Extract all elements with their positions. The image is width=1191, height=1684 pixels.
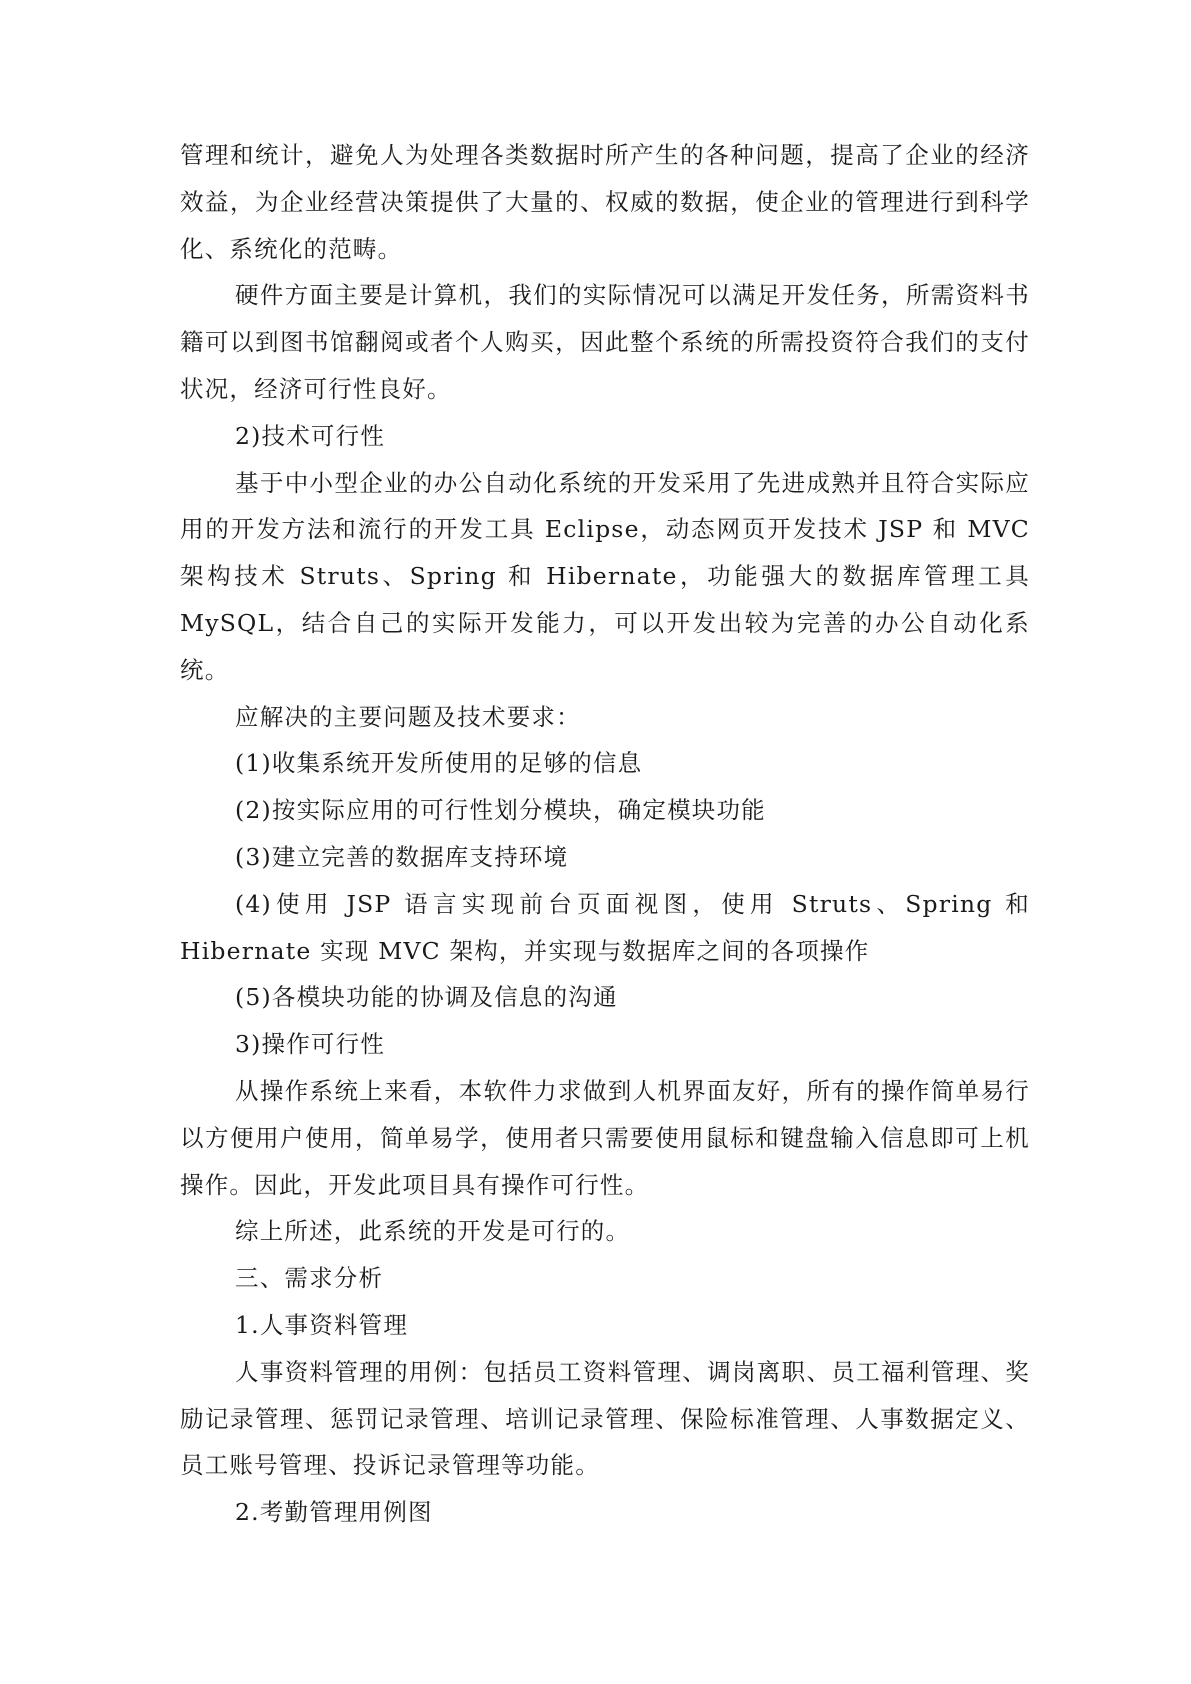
document-body [180, 132, 1030, 1536]
paragraph-hardware: 硬件方面主要是计算机，我们的实际情况可以满足开发任务，所需资料书籍可以到图书馆翻阅或者个人购买，因此整个系统的所需投资符合我们的支付状况，经济可行性良好。 [180, 281, 1030, 403]
paragraph-hr-use-case: 人事资料管理的用例：包括员工资料管理、调岗离职、员工福利管理、奖励记录管理、惩罚记录管理、培训记录管理、保险标准管理、人事数据定义、员工账号管理、投诉记录管理等功能。 [180, 1357, 1030, 1480]
list-item-5: (5)各模块功能的协调及信息的沟通 [235, 983, 618, 1012]
list-item-4: (4)使用 JSP 语言实现前台页面视图，使用 Struts、Spring 和 Hibernate 实现 MVC 架构，并实现与数据库之间的各项操作 [180, 889, 1030, 965]
heading-attendance: 2.考勤管理用例图 [235, 1498, 433, 1527]
paragraph-operational: 从操作系统上来看，本软件力求做到人机界面友好，所有的操作简单易行以方便用户使用，简单易学，使用者只需要使用鼠标和键盘输入信息即可上机操作。因此，开发此项目具有操作可行性。 [180, 1076, 1030, 1199]
paragraph-summary: 综上所述，此系统的开发是可行的。 [235, 1217, 631, 1246]
paragraph-technical: 基于中小型企业的办公自动化系统的开发采用了先进成熟并且符合实际应用的开发方法和流行的开发工具 Eclipse，动态网页开发技术 JSP 和 MVC 架构技术 Struts、Spring 和 Hibernate，功能强大的数据库管理工具 MySQL，结合自己的实际开发能力，可以开发出较为完善的办公自动化系统。 [180, 468, 1030, 684]
heading-hr-data: 1.人事资料管理 [235, 1310, 409, 1339]
list-item-1: (1)收集系统开发所使用的足够的信息 [235, 749, 643, 778]
heading-technical-feasibility: 2)技术可行性 [235, 421, 386, 450]
list-item-3: (3)建立完善的数据库支持环境 [235, 842, 569, 871]
paragraph-continuation: 管理和统计，避免人为处理各类数据时所产生的各种问题，提高了企业的经济效益，为企业经营决策提供了大量的、权威的数据，使企业的管理进行到科学化、系统化的范畴。 [180, 141, 1030, 263]
paragraph-requirements-intro: 应解决的主要问题及技术要求： [235, 702, 581, 731]
list-item-2: (2)按实际应用的可行性划分模块，确定模块功能 [235, 796, 766, 825]
heading-operational-feasibility: 3)操作可行性 [235, 1030, 386, 1059]
heading-requirements-analysis: 三、需求分析 [235, 1264, 384, 1293]
